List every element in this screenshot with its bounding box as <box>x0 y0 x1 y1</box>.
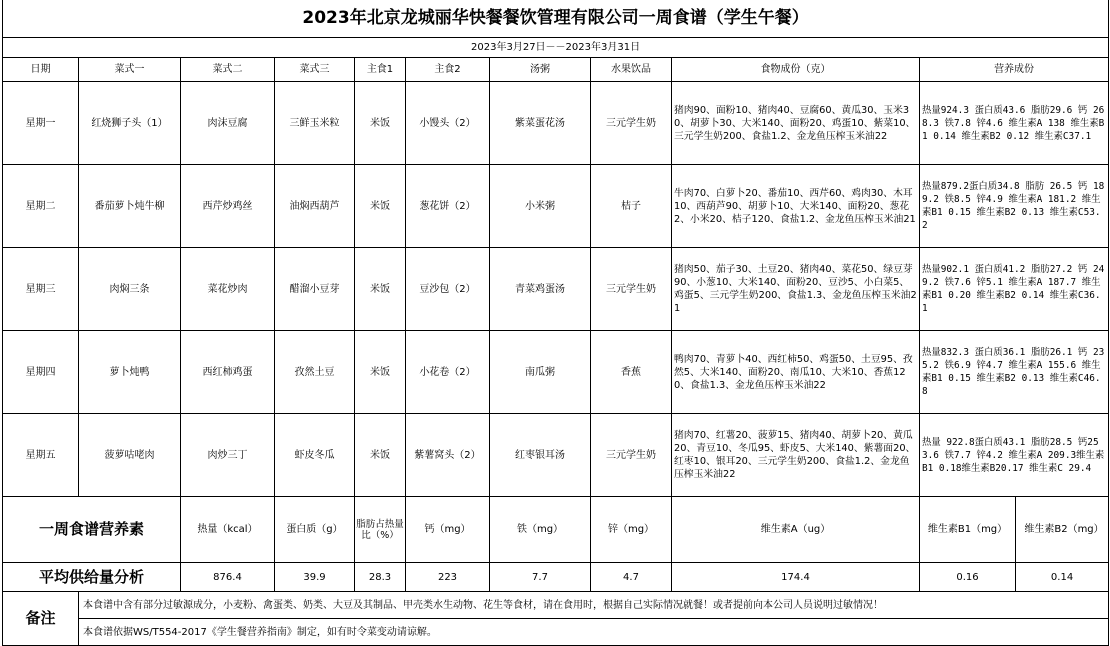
summary-header-vitamin-a: 维生素A（ug） <box>672 497 920 563</box>
header-fruit: 水果饮品 <box>591 58 672 82</box>
summary-header-vitamin-b1: 维生素B1（mg） <box>920 497 1016 563</box>
staple1-cell: 米饭 <box>355 331 406 414</box>
header-date: 日期 <box>3 58 79 82</box>
ingredients-cell: 猪肉90、面粉10、猪肉40、豆腐60、黄瓜30、玉米30、胡萝卜30、大米140、面粉20、鸡蛋10、紫菜10、三元学生奶200、食盐1.2、金龙鱼压榨玉米油22 <box>672 82 920 165</box>
table-row <box>3 248 1109 331</box>
staple2-cell: 小花卷（2） <box>406 331 490 414</box>
notes-label: 备注 <box>3 592 79 646</box>
notes-guideline: 本食谱依据WS/T554-2017《学生餐营养指南》制定，如有时令菜变动请谅解。 <box>79 619 1109 646</box>
staple1-cell: 米饭 <box>355 82 406 165</box>
header-dish3: 菜式三 <box>275 58 355 82</box>
summary-header-vitamin-b2-c <box>1016 497 1109 563</box>
summary-header-iron: 铁（mg） <box>490 497 591 563</box>
staple2-cell: 豆沙包（2） <box>406 248 490 331</box>
nutrition-cell: 热量879.2蛋白质34.8 脂肪 26.5 钙 189.2 铁8.5 锌4.9 维生素A 181.2 维生素B1 0.15 维生素B2 0.13 维生素C53.2 <box>920 165 1109 248</box>
summary-value-fat: 28.3 <box>355 563 406 592</box>
dish3-cell: 三鲜玉米粒 <box>275 82 355 165</box>
table-row <box>3 331 1109 414</box>
dish2-cell: 菜花炒肉 <box>181 248 275 331</box>
table-row <box>3 414 1109 497</box>
staple1-cell: 米饭 <box>355 414 406 497</box>
summary-header-protein: 蛋白质（g） <box>275 497 355 563</box>
soup-cell: 青菜鸡蛋汤 <box>490 248 591 331</box>
staple2-cell: 葱花饼（2） <box>406 165 490 248</box>
fruit-cell: 三元学生奶 <box>591 82 672 165</box>
page-title: 2023年北京龙城丽华快餐餐饮管理有限公司一周食谱（学生午餐） <box>3 0 1109 38</box>
day-label: 星期五 <box>3 414 79 497</box>
header-staple2: 主食2 <box>406 58 490 82</box>
nutrition-cell: 热量832.3 蛋白质36.1 脂肪26.1 钙 235.2 铁6.9 锌4.7 维生素A 155.6 维生素B1 0.15 维生素B2 0.13 维生素C46.8 <box>920 331 1109 414</box>
notes-row <box>3 592 1109 619</box>
summary-header-vitamin-b2: 维生素B2（mg） <box>1016 523 1109 536</box>
table-row <box>3 165 1109 248</box>
soup-cell: 红枣银耳汤 <box>490 414 591 497</box>
notes-allergen: 本食谱中含有部分过敏源成分，小麦粉、禽蛋类、奶类、大豆及其制品、甲壳类水生动物、花生等食材，请在食用时，根据自己实际情况就餐！或者提前向本公司人员说明过敏情况！ <box>79 592 1109 619</box>
ingredients-cell: 鸭肉70、青萝卜40、西红柿50、鸡蛋50、土豆95、孜然5、大米140、面粉20、南瓜10、大米10、香蕉120、食盐1.3、金龙鱼压榨玉米油22 <box>672 331 920 414</box>
ingredients-cell: 猪肉70、红薯20、菠萝15、猪肉40、胡萝卜20、黄瓜20、青豆10、冬瓜95、虾皮5、大米140、紫薯面20、红枣10、银耳20、三元学生奶200、食盐1.2、金龙鱼压榨玉米油22 <box>672 414 920 497</box>
summary-value-zinc: 4.7 <box>591 563 672 592</box>
summary-label-average: 平均供给量分析 <box>3 563 181 592</box>
day-label: 星期四 <box>3 331 79 414</box>
ingredients-cell: 牛肉70、白萝卜20、番茄10、西芹60、鸡肉30、木耳10、西葫芦90、胡萝卜10、大米140、面粉20、葱花2、小米20、桔子120、食盐1.2、金龙鱼压榨玉米油21 <box>672 165 920 248</box>
summary-value-protein: 39.9 <box>275 563 355 592</box>
staple2-cell: 小馒头（2） <box>406 82 490 165</box>
staple1-cell: 米饭 <box>355 165 406 248</box>
summary-header-zinc: 锌（mg） <box>591 497 672 563</box>
dish1-cell: 肉焖三条 <box>79 248 181 331</box>
dish1-cell: 菠萝咕咾肉 <box>79 414 181 497</box>
day-label: 星期三 <box>3 248 79 331</box>
nutrition-cell: 热量924.3 蛋白质43.6 脂肪29.6 钙 268.3 铁7.8 锌4.6 维生素A 138 维生素B1 0.14 维生素B2 0.12 维生素C37.1 <box>920 82 1109 165</box>
soup-cell: 小米粥 <box>490 165 591 248</box>
dish3-cell: 孜然土豆 <box>275 331 355 414</box>
fruit-cell: 三元学生奶 <box>591 414 672 497</box>
fruit-cell: 香蕉 <box>591 331 672 414</box>
summary-header-row <box>3 497 1109 563</box>
notes-row <box>3 619 1109 646</box>
summary-value-row <box>3 563 1109 592</box>
day-label: 星期二 <box>3 165 79 248</box>
dish2-cell: 西红柿鸡蛋 <box>181 331 275 414</box>
summary-header-fat: 脂肪占热量比（%） <box>355 497 406 563</box>
fruit-cell: 三元学生奶 <box>591 248 672 331</box>
summary-value-calcium: 223 <box>406 563 490 592</box>
ingredients-cell: 猪肉50、茄子30、土豆20、猪肉40、菜花50、绿豆芽90、小葱10、大米140、面粉20、豆沙5、小白菜5、鸡蛋5、三元学生奶200、食盐1.3、金龙鱼压榨玉米油21 <box>672 248 920 331</box>
dish3-cell: 醋溜小豆芽 <box>275 248 355 331</box>
header-soup: 汤粥 <box>490 58 591 82</box>
dish3-cell: 虾皮冬瓜 <box>275 414 355 497</box>
summary-header-calcium: 钙（mg） <box>406 497 490 563</box>
table-row <box>3 82 1109 165</box>
date-range: 2023年3月27日－－2023年3月31日 <box>3 38 1109 58</box>
header-dish2: 菜式二 <box>181 58 275 82</box>
staple1-cell: 米饭 <box>355 248 406 331</box>
day-label: 星期一 <box>3 82 79 165</box>
summary-label-nutrients: 一周食谱营养素 <box>3 497 181 563</box>
dish1-cell: 红烧狮子头（1） <box>79 82 181 165</box>
header-nutrition: 营养成份 <box>920 58 1109 82</box>
staple2-cell: 紫薯窝头（2） <box>406 414 490 497</box>
weekly-menu-table <box>2 0 1109 646</box>
dish2-cell: 西芹炒鸡丝 <box>181 165 275 248</box>
summary-header-energy: 热量（kcal） <box>181 497 275 563</box>
nutrition-cell: 热量 922.8蛋白质43.1 脂肪28.5 钙253.6 铁7.7 锌4.2 维生素A 209.3维生素B1 0.18维生素B20.17 维生素C 29.4 <box>920 414 1109 497</box>
summary-value-vitamin-b1: 0.16 <box>920 563 1016 592</box>
dish2-cell: 肉沫豆腐 <box>181 82 275 165</box>
header-row <box>3 58 1109 82</box>
summary-value-iron: 7.7 <box>490 563 591 592</box>
header-ingredients: 食物成份（克） <box>672 58 920 82</box>
dish1-cell: 番茄萝卜炖牛柳 <box>79 165 181 248</box>
dish3-cell: 油焖西葫芦 <box>275 165 355 248</box>
summary-value-energy: 876.4 <box>181 563 275 592</box>
soup-cell: 紫菜蛋花汤 <box>490 82 591 165</box>
summary-value-vitamin-b2: 0.14 <box>1016 563 1109 592</box>
summary-value-vitamin-a: 174.4 <box>672 563 920 592</box>
fruit-cell: 桔子 <box>591 165 672 248</box>
nutrition-cell: 热量902.1 蛋白质41.2 脂肪27.2 钙 249.2 铁7.6 锌5.1 维生素A 187.7 维生素B1 0.20 维生素B2 0.14 维生素C36.1 <box>920 248 1109 331</box>
header-dish1: 菜式一 <box>79 58 181 82</box>
dish1-cell: 萝卜炖鸭 <box>79 331 181 414</box>
header-staple1: 主食1 <box>355 58 406 82</box>
soup-cell: 南瓜粥 <box>490 331 591 414</box>
dish2-cell: 肉炒三丁 <box>181 414 275 497</box>
